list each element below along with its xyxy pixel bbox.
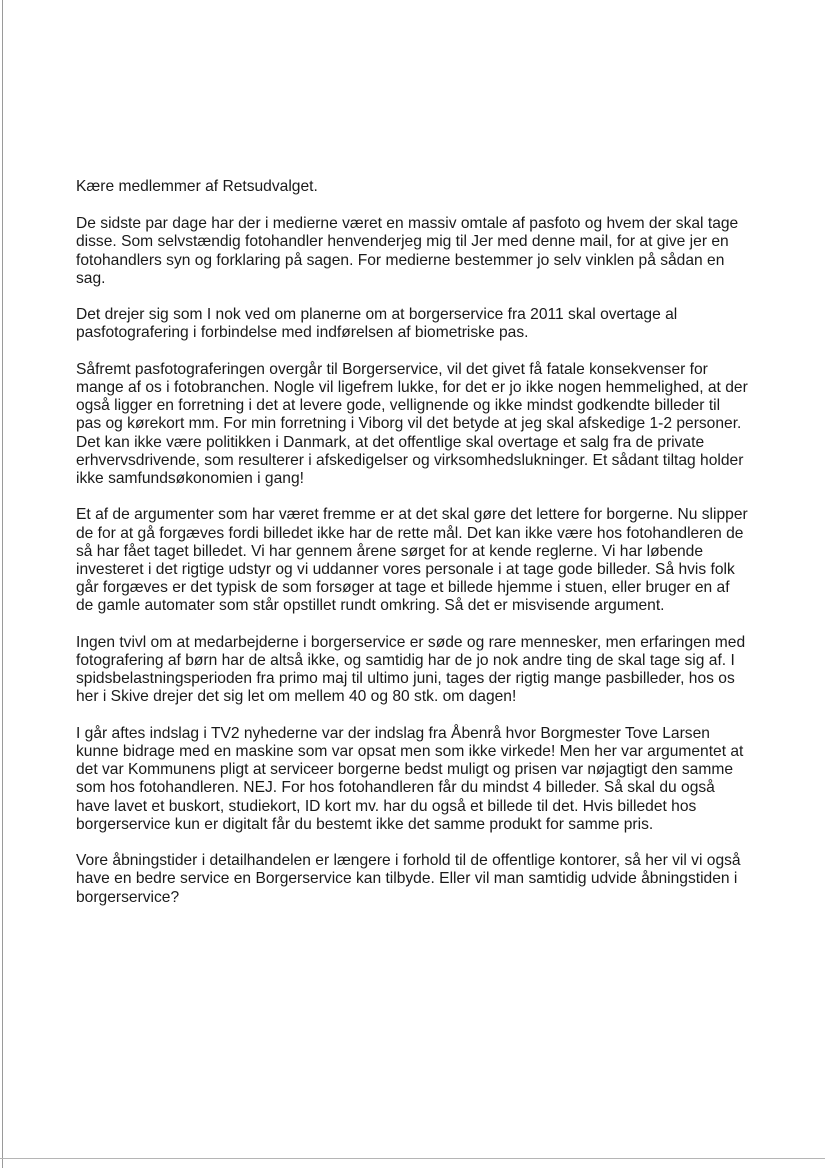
paragraph-plans-2011: Det drejer sig som I nok ved om planerne om at borgerservice fra 2011 skal overtage al pasfotografering i forbindelse med indførelsen af biometriske pas. — [76, 306, 678, 342]
letter-body — [76, 178, 748, 925]
paragraph-media-coverage: De sidste par dage har der i medierne været en massiv omtale af pasfoto og hvem der skal tage disse. Som selvstændig fotohandler henvenderjeg mig til Jer med denne mail, for at give jer en fotohandlers syn og forklaring på sagen. For medierne bestemmer jo selv vinklen på sådan en sag. — [76, 215, 739, 287]
paragraph-staff-experience: Ingen tvivl om at medarbejderne i borgerservice er søde og rare mennesker, men erfaringen med fotografering af børn har de altså ikke, og samtidig har de jo nok andre ting de skal tage sig af. I spidsbelastningsperioden fra primo maj til ultimo juni, tages der rigtig mange pasbilleder, hos os her i Skive drejer det sig let om mellem 40 og 80 stk. om dagen! — [76, 633, 746, 706]
paragraph-consequences: Såfremt pasfotograferingen overgår til Borgerservice, vil det givet få fatale konsekvenser for mange af os i fotobranchen. Nogle vil ligefrem lukke, for det er jo ikke nogen hemmelighed, at der også ligger en forretning i det at levere gode, vellignende og ikke mindst godkendte billeder til pas og kørekort mm. For min forretning i Viborg vil det betyde at jeg skal afskedige 1-2 personer. Det kan ikke være politikken i Danmark, at det offentlige skal overtage et salg fra de private erhvervsdrivende, som resulterer i afskedigelser og virksomhedslukninger. Et sådant tiltag holder ikke samfundsøkonomien i gang! — [76, 360, 748, 488]
paragraph-tv2-report: I går aftes indslag i TV2 nyhederne var der indslag fra Åbenrå hvor Borgmester Tove Larsen kunne bidrage med en maskine som var opsat men som ikke virkede! Men her var argumentet at det var Kommunens pligt at serviceer borgerne bedst muligt og prisen var nøjagtigt den samme som hos fotohandleren. NEJ. For hos fotohandleren får du mindst 4 billeder. Så skal du også have lavet et buskort, studiekort, ID kort mv. har du også et billede til det. Hvis billedet hos borgerservice kun er digitalt får du bestemt ikke det samme produkt for samme pris. — [76, 724, 744, 833]
paragraph-opening-hours: Vore åbningstider i detailhandelen er længere i forhold til de offentlige kontorer, så her vil vi også have en bedre service en Borgerservice kan tilbyde. Eller vil man samtidig udvide åbningstiden i borgerservice? — [76, 852, 741, 906]
salutation: Kære medlemmer af Retsudvalget. — [76, 178, 318, 195]
scan-page-edge — [2, 0, 3, 1168]
paragraph-arguments: Et af de argumenter som har været fremme er at det skal gøre det lettere for borgerne. Nu slipper de for at gå forgæves fordi billedet ikke har de rette mål. Det kan ikke være hos fotohandleren de så har fået taget billedet. Vi har gennem årene sørget for at kende reglerne. Vi har løbende investeret i det rigtige udstyr og vi uddanner vores personale i at tage gode billeder. Så hvis folk går forgæves er det typisk de som forsøger at tage et billede hjemme i stuen, eller bruger en af de gamle automater som står opstillet rundt omkring. Så det er misvisende argument. — [76, 506, 748, 615]
scan-page-bottom-edge — [0, 1158, 825, 1159]
